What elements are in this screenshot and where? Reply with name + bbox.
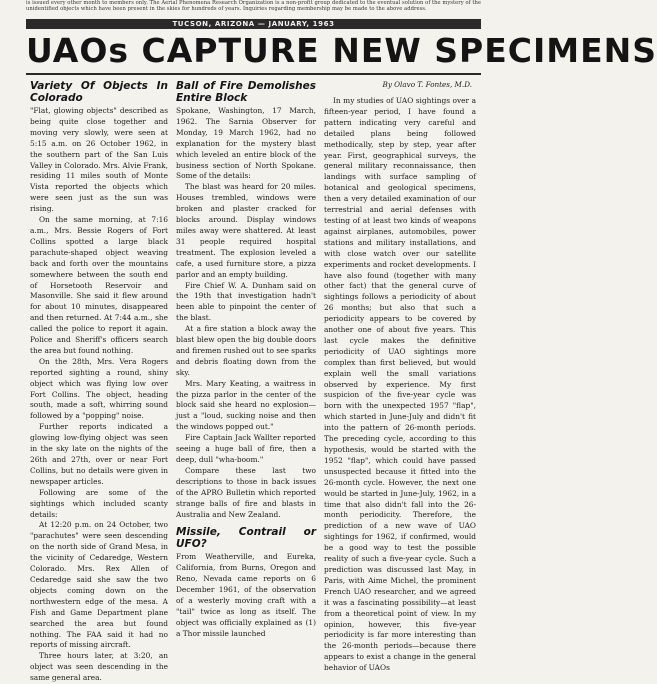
- masthead-note: is issued every other month to members only. The Aerial Phenomena Research Organization is a non-profit group dedicated to the eventual solution of the mystery of the unidentified objects which have been present in the skies for hundreds of years. Inquiries regarding membership may be made to the above address.: [26, 0, 481, 13]
- article-column-2: [176, 80, 316, 640]
- article-column-1: [30, 80, 168, 684]
- article-subhead: Missile, Contrail or UFO?: [176, 526, 316, 551]
- article-paragraph: In my studies of UAO sightings over a fifteen-year period, I have found a pattern indicating very careful and detailed plans being followed methodically, step by step, year after year. First, geographical surveys, the general military reconnaissance, then landings with surface sampling of botanical and geological specimens, then a very detailed examination of our terrestrial and aerial defenses with testing of at least two kinds of weapons against airplanes, automobiles, power stations and military installations, and with close watch over our satellite experiments and rocket developments. I have also found (together with many other fact) that the general curve of sightings follows a periodicity of about 26 months; but also that such a periodicity appears to be covered by another one of about five years. This last cycle makes the definitive periodicity of UAO sightings more complex than first believed, but would explain well the small variations observed by experience. My first suspicion of the five-year cycle was born with the unexpected 1957 "flap", which started in June-July and didn't fit into the pattern of 26-month periods. The preceding cycle, according to this hypothesis, would be started with the 1952 "flap", which could have passed unsuspected because it fitted into the 26-month cycle. However, the next one would be started in June-July, 1962, in a time that also didn't fall into the 26-month periodicity. Therefore, the prediction of a new wave of UAO sightings for 1962, if confirmed, would be a good way to test the possible reality of such a five-year cycle. Such a prediction was discussed last May, in Paris, with Aime Michel, the prominent French UAO researcher, and we agreed it was a fascinating possibility—at least from a theoretical point of view. In my opinion, however, this five-year periodicity is far more interesting than the 26-month periods—because there appears to exist a change in the general behavior of UAOs: [324, 96, 476, 673]
- article-paragraph: On the same morning, at 7:16 a.m., Mrs. Bessie Rogers of Fort Collins spotted a large black parachute-shaped object weaving back and forth over the mountains somewhere between the south end of Horsetooth Reservoir and Masonville. She said it flew around for about 10 minutes, disappeared and then returned. At 7:44 a.m., she called the police to report it again. Police and Sheriff's officers search the area but found nothing.: [30, 215, 168, 355]
- article-subhead: Ball of Fire Demolishes Entire Block: [176, 80, 316, 104]
- article-subhead: Variety Of Objects In Colorado: [30, 80, 168, 104]
- article-paragraph: Spokane, Washington, 17 March, 1962. The Sarnia Observer for Monday, 19 March 1962, had no explanation for the mystery blast which leveled an entire block of the business section of North Spokane. Some of the details:: [176, 106, 316, 181]
- article-paragraph: Mrs. Mary Keating, a waitress in the pizza parlor in the center of the block said she heard no explosion—just a "loud, sucking noise and then the windows popped out.": [176, 378, 316, 432]
- article-paragraph: From Weatherville, and Eureka, California, from Burns, Oregon and Reno, Nevada came reports on 6 December 1961, of the observation of a westerly moving craft with a "tail" twice as long as itself. The object was officially explained as (1) a Thor missile launched: [176, 552, 316, 638]
- article-paragraph: Following are some of the sightings which included scanty details:: [30, 487, 168, 519]
- article-paragraph: Further reports indicated a glowing low-flying object was seen in the sky late on the nights of the 26th and 27th, over or near Fort Collins, but no details were given in newspaper articles.: [30, 422, 168, 486]
- article-paragraph: "Flat, glowing objects" described as being quite close together and moving very slowly, were seen at 5:15 a.m. on 26 October 1962, in the southern part of the San Luis Valley in Colorado. Mrs. Alvie Frank, residing 11 miles south of Monte Vista reported the objects which were seen just as the sun was rising.: [30, 106, 168, 214]
- article-byline: By Olavo T. Fontes, M.D.: [382, 80, 472, 89]
- article-paragraph: Fire Captain Jack Wallter reported seeing a huge ball of fire, then a deep, dull "wha-boom.": [176, 433, 316, 464]
- article-paragraph: At 12:20 p.m. on 24 October, two "parachutes" were seen descending on the north side of Grand Mesa, in the vicinity of Cedaredge, Western Colorado. Mrs. Rex Allen of Cedaredge said she saw the two objects coming down on the northwestern edge of the mesa. A Fish and Game Department plane searched the area but found nothing. The FAA said it had no reports of missing aircraft.: [30, 520, 168, 650]
- article-column-3: [324, 80, 476, 674]
- article-paragraph: The blast was heard for 20 miles. Houses trembled, windows were broken and plaster cracked for blocks around. Display windows miles away were shattered. At least 31 people required hospital treatment. The explosion leveled a cafe, a used furniture store, a pizza parlor and an empty building.: [176, 182, 316, 279]
- headline-rule: [26, 73, 481, 75]
- article-paragraph: Fire Chief W. A. Dunham said on the 19th that investigation hadn't been able to pinpoint the center of the blast.: [176, 280, 316, 323]
- article-paragraph: At a fire station a block away the blast blew open the big double doors and firemen rushed out to see sparks and debris floating down from the sky.: [176, 324, 316, 377]
- article-paragraph: On the 28th, Mrs. Vera Rogers reported sighting a round, shiny object which was flying low over Fort Collins. The object, heading south, made a soft, whirring sound followed by a "popping" noise.: [30, 356, 168, 421]
- article-paragraph: Compare these last two descriptions to those in back issues of the APRO Bulletin which reported strange balls of fire and blasts in Australia and New Zealand.: [176, 465, 316, 519]
- dateline-bar: TUCSON, ARIZONA — JANUARY, 1963: [26, 19, 481, 29]
- page-headline: UAOs CAPTURE NEW SPECIMENS: [26, 31, 657, 70]
- article-paragraph: Three hours later, at 3:20, an object was seen descending in the same general area.: [30, 651, 168, 683]
